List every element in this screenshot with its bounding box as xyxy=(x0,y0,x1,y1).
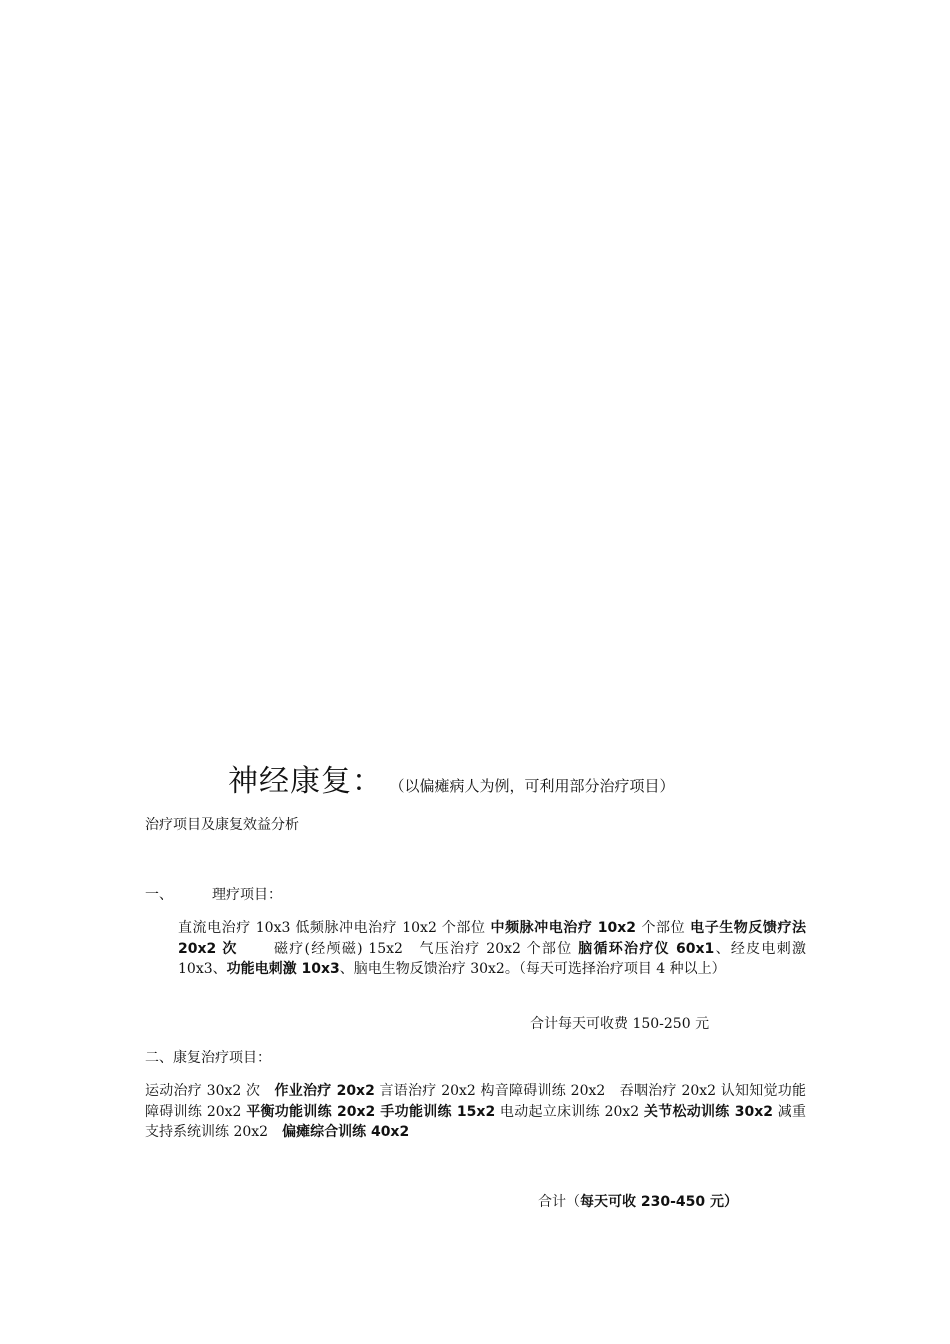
item-text: 磁疗(经颅磁) 15x2 气压治疗 20x2 个部位 xyxy=(237,940,579,957)
item-text: 个部位 xyxy=(641,920,691,936)
title-note: （以偏瘫病人为例，可利用部分治疗项目） xyxy=(397,777,675,795)
section1-paragraph xyxy=(178,918,806,980)
section2-paragraph xyxy=(145,1081,806,1143)
total-amount: 每天可收 230-450 元） xyxy=(580,1194,739,1210)
item-text: 减重支持系统训练 20x2 xyxy=(145,1103,806,1140)
total-prefix: 合计（ xyxy=(538,1194,580,1210)
section1-total: 合计每天可收费 150-250 元 xyxy=(530,1016,710,1032)
subtitle: 治疗项目及康复效益分析 xyxy=(145,817,299,833)
item-text-bold: 脑循环治疗仪 60x1 xyxy=(578,940,715,957)
item-text-bold: 偏瘫综合训练 40x2 xyxy=(282,1124,410,1140)
item-text-bold: 平衡功能训练 20x2 手功能训练 15x2 xyxy=(246,1103,496,1120)
item-text-bold: 关节松动训练 30x2 xyxy=(643,1103,773,1120)
item-text-bold: 电子生物反馈疗法 20x2 次 xyxy=(178,920,806,957)
section2-total xyxy=(538,1191,738,1211)
title-main: 神经康复： xyxy=(228,764,383,799)
item-text: 、脑电生物反馈治疗 30x2。（每天可选择治疗项目 4 种以上） xyxy=(339,961,726,977)
item-text: 直流电治疗 10x3 xyxy=(178,920,296,936)
item-text: 运动治疗 30x2 次 xyxy=(145,1083,275,1099)
section1-heading: 理疗项目： xyxy=(212,887,282,903)
item-text: 、经皮电刺激 10x3、 xyxy=(178,940,806,977)
item-text-bold: 功能电刺激 10x3 xyxy=(226,961,340,977)
page-title xyxy=(228,756,675,800)
item-text-bold: 中频脉冲电治疗 10x2 xyxy=(490,920,642,936)
item-text: 低频脉冲电治疗 10x2 个部位 xyxy=(295,920,491,936)
item-text-bold: 作业治疗 20x2 xyxy=(274,1083,375,1099)
item-text: 电动起立床训练 20x2 xyxy=(495,1103,644,1120)
section2-heading: 二、康复治疗项目： xyxy=(145,1050,271,1066)
section1-number: 一、 xyxy=(145,887,173,903)
item-text: 言语治疗 20x2 构音障碍训练 20x2 吞咽治疗 20x2 认知知觉功能障碍训练 20x2 xyxy=(145,1083,806,1120)
